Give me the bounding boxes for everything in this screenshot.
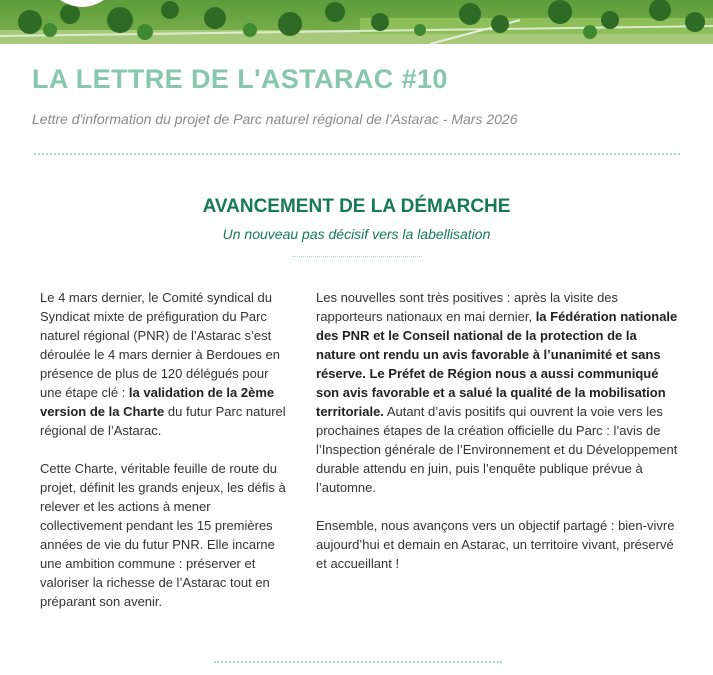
right-paragraph-1: [316, 288, 678, 497]
section-subtitle: Un nouveau pas décisif vers la labellisation: [222, 226, 491, 242]
section-title: AVANCEMENT DE LA DÉMARCHE: [202, 196, 511, 217]
landscape-illustration: [0, 0, 713, 44]
right-p1-text: Les nouvelles sont très positives : après la visite des rapporteurs nationaux en mai dernier,: [316, 290, 619, 324]
dotted-divider: [34, 153, 680, 155]
left-column: [40, 288, 292, 630]
section-divider: [292, 256, 422, 257]
left-p1-text-end: du futur Parc naturel régional de l’Astarac.: [40, 404, 286, 438]
right-p1-text-end: Autant d’avis positifs qui ouvrent la voie vers les prochaines étapes de la création officielle du Parc : l’avis de l’Inspection générale de l’Environnement et du Développement durable attendu en juin, puis l’enquête publique prévue à l’automne.: [316, 404, 678, 495]
right-column: [316, 288, 678, 592]
banner-image: [0, 0, 713, 44]
left-paragraph-1: [40, 288, 292, 440]
left-p1-bold: la validation de la 2ème version de la Charte: [40, 385, 275, 419]
newsletter-subtitle: Lettre d'information du projet de Parc naturel régional de l'Astarac - Mars 2026: [32, 111, 518, 127]
left-p1-text: Le 4 mars dernier, le Comité syndical du Syndicat mixte de préfiguration du Parc naturel régional (PNR) de l’Astarac s’est déroulée le 4 mars dernier à Berdoues en présence de plus de 120 délégués pour une étape clé :: [40, 290, 280, 400]
left-paragraph-2: Cette Charte, véritable feuille de route du projet, définit les grands enjeux, les défis à relever et les actions à mener collectivement pendant les 15 premières années de vie du futur PNR. Elle incarne une ambition commune : préserver et valoriser la richesse de l’Astarac tout en préparant son avenir.: [40, 461, 286, 609]
right-p1-bold: la Fédération nationale des PNR et le Conseil national de la protection de la nature ont rendu un avis favorable à l’unanimité et sans réserve. Le Préfet de Région nous a aussi communiqué son avis favorable et a salué la qualité de la mobilisation territoriale.: [316, 309, 678, 419]
bottom-divider: [214, 661, 502, 663]
right-paragraph-2: Ensemble, nous avançons vers un objectif partagé : bien-vivre aujourd’hui et demain en Astarac, un territoire vivant, préservé et accueillant !: [316, 518, 675, 571]
newsletter-title: LA LETTRE DE L'ASTARAC #10: [32, 64, 448, 94]
